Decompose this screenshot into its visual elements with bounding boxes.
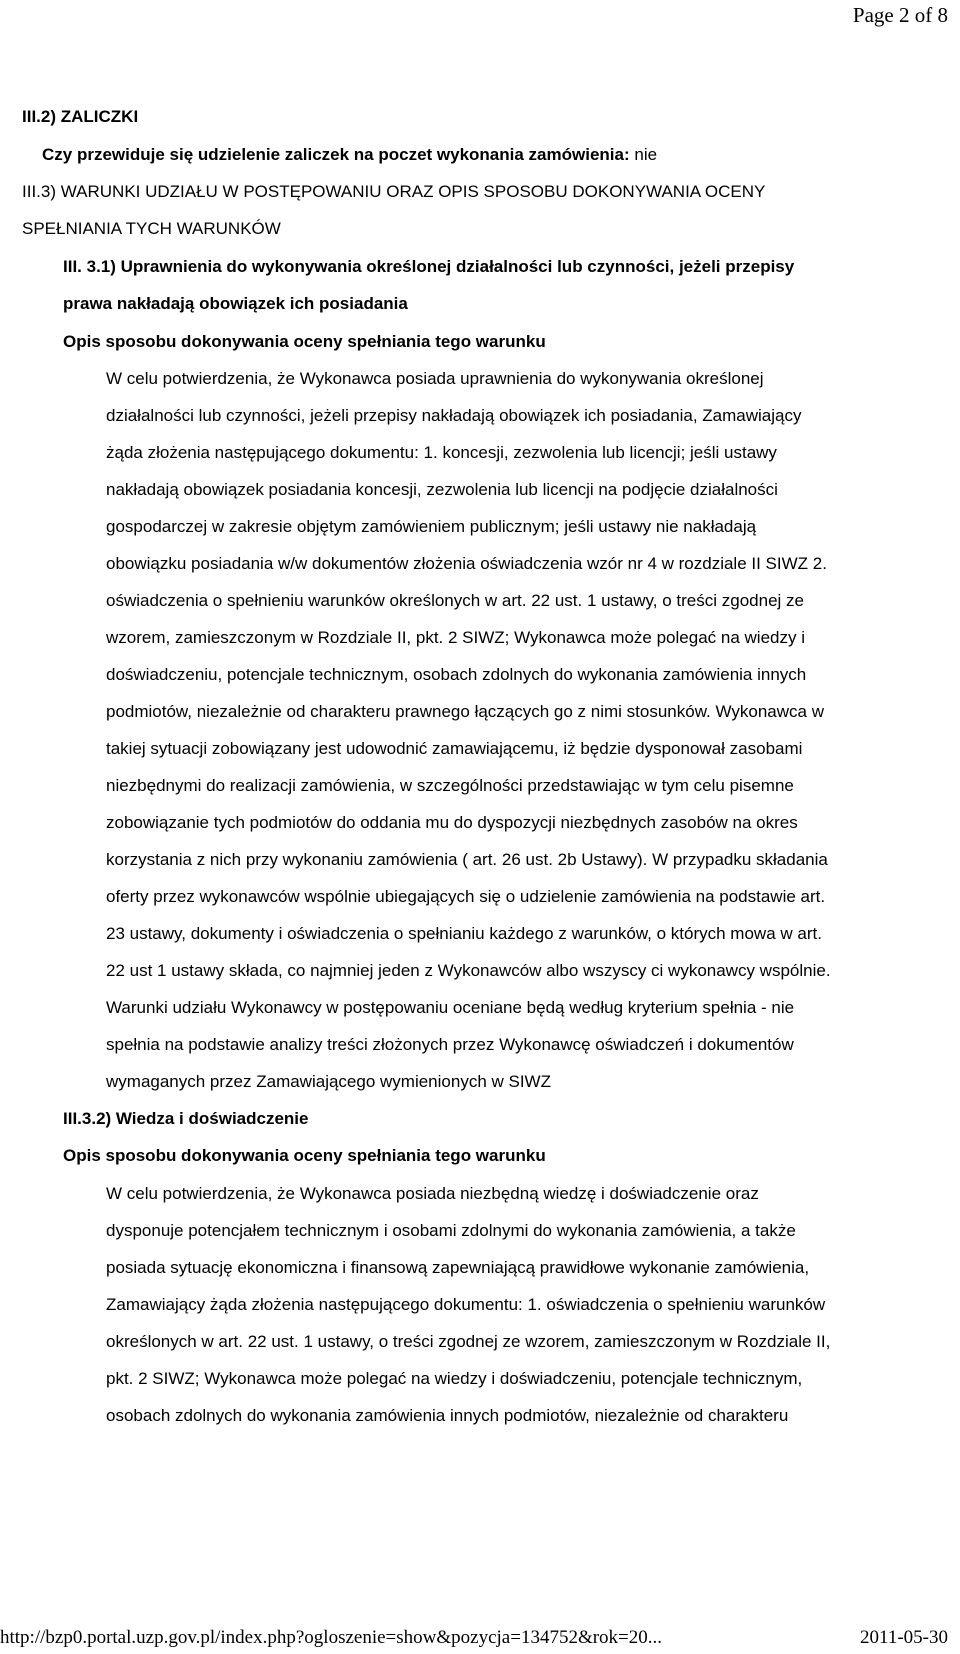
subsection-3-1-body-line: żąda złożenia następującego dokumentu: 1. koncesji, zezwolenia lub licencji; jeśli ustawy bbox=[106, 443, 777, 462]
section-2-question-label: Czy przewiduje się udzielenie zaliczek na poczet wykonania zamówienia: bbox=[42, 145, 630, 164]
subsection-3-1-opis-label: Opis sposobu dokonywania oceny spełniania tego warunku bbox=[63, 332, 546, 351]
subsection-3-1-body-line: wymaganych przez Zamawiającego wymienionych w SIWZ bbox=[106, 1072, 551, 1091]
subsection-3-1-body-line: Warunki udziału Wykonawcy w postępowaniu oceniane będą według kryterium spełnia - nie bbox=[106, 998, 795, 1017]
section-2-question-answer: nie bbox=[634, 145, 658, 164]
subsection-3-1-heading-line: prawa nakładają obowiązek ich posiadania bbox=[63, 294, 408, 313]
subsection-3-1-body-line: wzorem, zamieszczonym w Rozdziale II, pkt. 2 SIWZ; Wykonawca może polegać na wiedzy i bbox=[106, 628, 805, 647]
page-number: Page 2 of 8 bbox=[852, 3, 948, 27]
subsection-3-1-body-line: spełnia na podstawie analizy treści złożonych przez Wykonawcę oświadczeń i dokumentów bbox=[106, 1035, 794, 1054]
section-2-heading: III.2) ZALICZKI bbox=[22, 107, 139, 126]
subsection-3-2-body-line: osobach zdolnych do wykonania zamówienia innych podmiotów, niezależnie od charakteru bbox=[106, 1406, 789, 1425]
section-3-heading-line: SPEŁNIANIA TYCH WARUNKÓW bbox=[22, 219, 281, 238]
subsection-3-2-opis-label: Opis sposobu dokonywania oceny spełniania tego warunku bbox=[63, 1146, 546, 1165]
subsection-3-2-heading: III.3.2) Wiedza i doświadczenie bbox=[63, 1109, 309, 1128]
subsection-3-1-body-line: niezbędnymi do realizacji zamówienia, w szczególności przedstawiając w tym celu pisemne bbox=[106, 776, 794, 795]
subsection-3-1-body-line: korzystania z nich przy wykonaniu zamówienia ( art. 26 ust. 2b Ustawy). W przypadku składania bbox=[106, 850, 828, 869]
subsection-3-1-body-line: 22 ust 1 ustawy składa, co najmniej jeden z Wykonawców albo wszyscy ci wykonawcy wspólnie. bbox=[106, 961, 831, 980]
subsection-3-1-body-line: podmiotów, niezależnie od charakteru prawnego łączących go z nimi stosunków. Wykonawca w bbox=[106, 702, 824, 721]
subsection-3-2-body-line: W celu potwierdzenia, że Wykonawca posiada niezbędną wiedzę i doświadczenie oraz bbox=[106, 1184, 759, 1203]
subsection-3-1-body-line: oświadczenia o spełnieniu warunków określonych w art. 22 ust. 1 ustawy, o treści zgodnej ze bbox=[106, 591, 804, 610]
subsection-3-1-body-line: działalności lub czynności, jeżeli przepisy nakładają obowiązek ich posiadania, Zamawiający bbox=[106, 406, 802, 425]
subsection-3-1-body-line: obowiązku posiadania w/w dokumentów złożenia oświadczenia wzór nr 4 w rozdziale II SIWZ 2. bbox=[106, 554, 827, 573]
footer-url-link[interactable]: http://bzp0.portal.uzp.gov.pl/index.php?ogloszenie=show&pozycja=134752&rok=20... bbox=[0, 1627, 663, 1648]
subsection-3-1-body-line: zobowiązanie tych podmiotów do oddania mu do dyspozycji niezbędnych zasobów na okres bbox=[106, 813, 798, 832]
subsection-3-2-body-line: posiada sytuację ekonomiczna i finansową zapewniającą prawidłowe wykonanie zamówienia, bbox=[106, 1258, 810, 1277]
subsection-3-1-body-line: takiej sytuacji zobowiązany jest udowodnić zamawiającemu, iż będzie dysponował zasobami bbox=[106, 739, 803, 758]
subsection-3-1-body-line: nakładają obowiązek posiadania koncesji, zezwolenia lub licencji na podjęcie działalności bbox=[106, 480, 778, 499]
subsection-3-1-body-line: W celu potwierdzenia, że Wykonawca posiada uprawnienia do wykonywania określonej bbox=[106, 369, 764, 388]
section-3-heading-line: III.3) WARUNKI UDZIAŁU W POSTĘPOWANIU ORAZ OPIS SPOSOBU DOKONYWANIA OCENY bbox=[22, 182, 766, 201]
subsection-3-1-body-line: 23 ustawy, dokumenty i oświadczenia o spełnianiu każdego z warunków, o których mowa w art. bbox=[106, 924, 822, 943]
subsection-3-1-body-line: doświadczeniu, potencjale technicznym, osobach zdolnych do wykonania zamówienia innych bbox=[106, 665, 807, 684]
subsection-3-1-body-line: oferty przez wykonawców wspólnie ubiegających się o udzielenie zamówienia na podstawie art. bbox=[106, 887, 826, 906]
footer-date: 2011-05-30 bbox=[860, 1627, 948, 1648]
subsection-3-2-body-line: dysponuje potencjałem technicznym i osobami zdolnymi do wykonania zamówienia, a także bbox=[106, 1221, 796, 1240]
subsection-3-1-heading-line: III. 3.1) Uprawnienia do wykonywania określonej działalności lub czynności, jeżeli przepisy bbox=[63, 257, 795, 276]
subsection-3-2-body-line: określonych w art. 22 ust. 1 ustawy, o treści zgodnej ze wzorem, zamieszczonym w Rozdziale II, bbox=[106, 1332, 831, 1351]
subsection-3-2-body-line: pkt. 2 SIWZ; Wykonawca może polegać na wiedzy i doświadczeniu, potencjale technicznym, bbox=[106, 1369, 803, 1388]
subsection-3-2-body-line: Zamawiający żąda złożenia następującego dokumentu: 1. oświadczenia o spełnieniu warunków bbox=[106, 1295, 826, 1314]
section-2-question bbox=[42, 144, 657, 166]
subsection-3-1-body-line: gospodarczej w zakresie objętym zamówieniem publicznym; jeśli ustawy nie nakładają bbox=[106, 517, 757, 536]
